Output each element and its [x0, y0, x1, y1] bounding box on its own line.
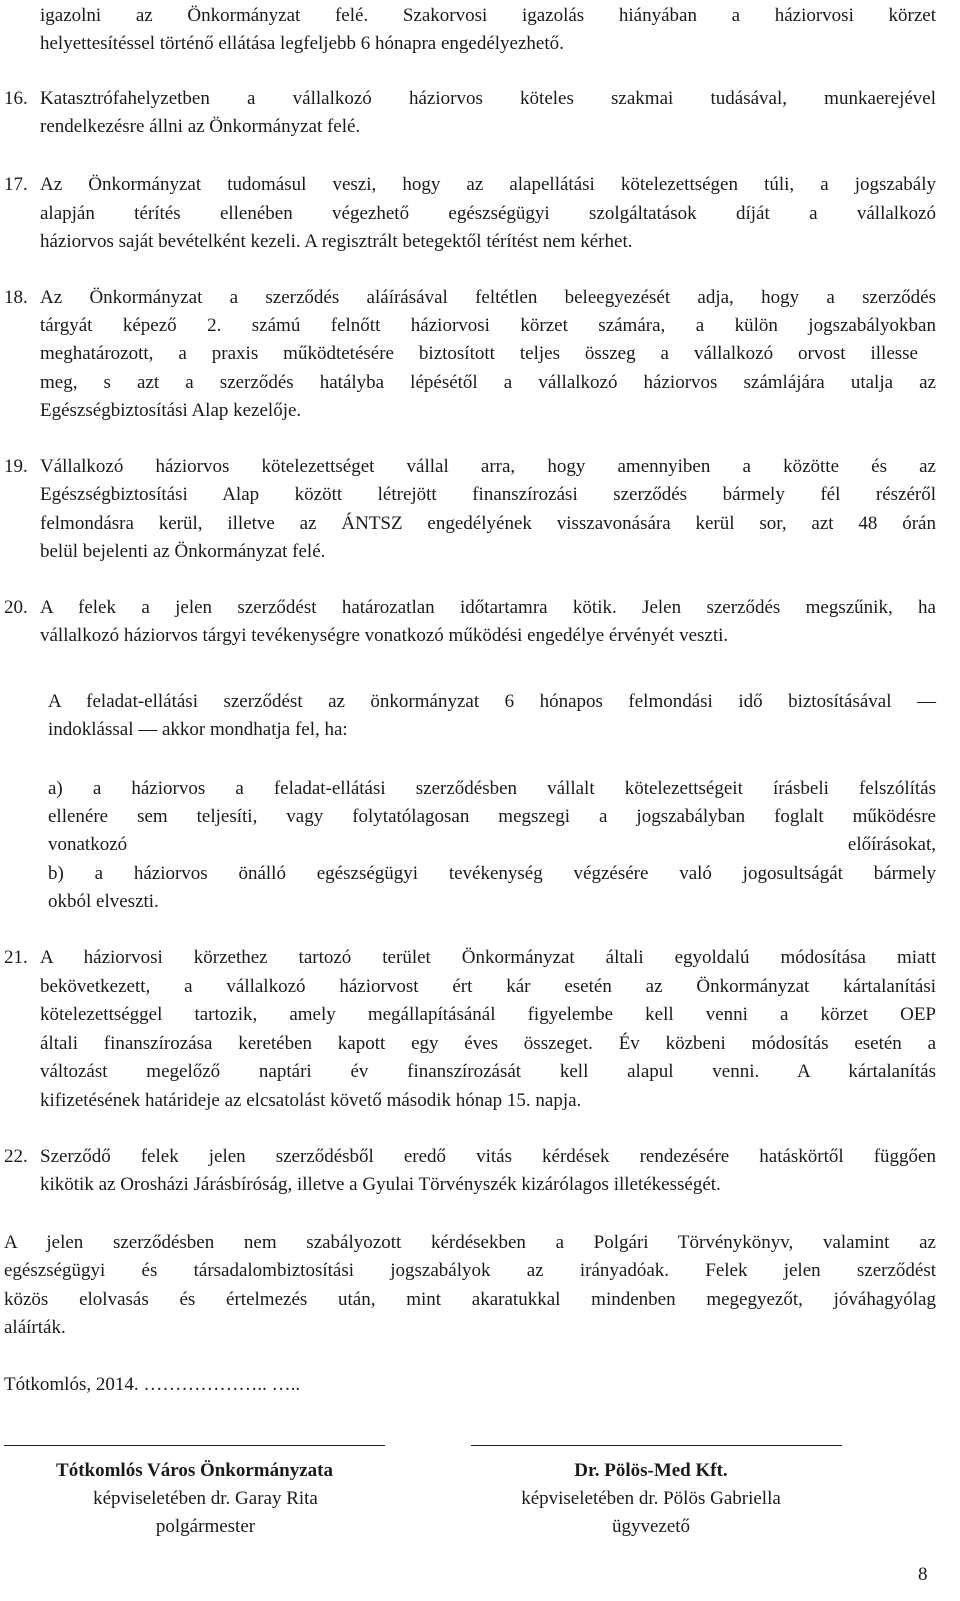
item-number: 16. [4, 88, 28, 109]
paragraph-line: Egészségbiztosítási Alap között létrejött finanszírozási szerződés bármely fél részéről [40, 484, 936, 505]
closing-paragraph-line: közös elolvasás és értelmezés után, mint akaratukkal mindenben megegyezőt, jóváhagyólag [4, 1289, 936, 1310]
closing-paragraph-line: A jelen szerződésben nem szabályozott kérdésekben a Polgári Törvénykönyv, valamint az [4, 1232, 936, 1253]
paragraph-line: meghatározott, a praxis működtetésére biztosított teljes összeg a vállalkozó orvost illesse [40, 343, 918, 364]
signatory-right-name: Dr. Pölös-Med Kft. [574, 1460, 728, 1481]
paragraph-line: A háziorvosi körzethez tartozó terület Önkormányzat általi egyoldalú módosítása miatt [40, 947, 936, 968]
item-number: 17. [4, 174, 28, 195]
signatory-right-representative: képviseletében dr. Pölös Gabriella [521, 1488, 781, 1509]
paragraph-line: általi finanszírozása keretében kapott egy éves összeget. Év közbeni módosítás esetén a [40, 1033, 936, 1054]
paragraph-line: A felek a jelen szerződést határozatlan időtartamra kötik. Jelen szerződés megszűnik, ha [40, 597, 936, 618]
paragraph-line: alapján térítés ellenében végezhető egészségügyi szolgáltatások díját a vállalkozó [40, 203, 936, 224]
signatory-right-role: ügyvezető [611, 1516, 691, 1537]
paragraph-line: tárgyát képező 2. számú felnőtt háziorvosi körzet számára, a külön jogszabályokban [40, 315, 936, 336]
paragraph-line: helyettesítéssel történő ellátása legfeljebb 6 hónapra engedélyezhető. [40, 33, 564, 54]
paragraph-line: kikötik az Orosházi Járásbíróság, illetve a Gyulai Törvényszék kizárólagos illetékességét. [40, 1174, 721, 1195]
list-item-a: a) a háziorvos a feladat-ellátási szerződésben vállalt kötelezettségeit írásbeli felszólítás [48, 778, 936, 799]
list-item-a: vonatkozó előírásokat, [48, 834, 936, 855]
signatory-left-role: polgármester [155, 1516, 256, 1537]
signature-line-right [471, 1445, 842, 1446]
signatory-left-representative: képviseletében dr. Garay Rita [93, 1488, 318, 1509]
paragraph-line: Az Önkormányzat tudomásul veszi, hogy az alapellátási kötelezettségen túli, a jogszabály [40, 174, 936, 195]
page-number: 8 [918, 1564, 928, 1585]
paragraph-line: háziorvos saját bevételként kezeli. A regisztrált betegektől térítést nem kérhet. [40, 231, 633, 252]
paragraph-line: Katasztrófahelyzetben a vállalkozó háziorvos köteles szakmai tudásával, munkaerejével [40, 88, 936, 109]
paragraph-line: felmondásra kerül, illetve az ÁNTSZ engedélyének visszavonására kerül sor, azt 48 órán [40, 513, 936, 534]
item-number: 21. [4, 947, 28, 968]
paragraph-line: meg, s azt a szerződés hatályba lépésétől a vállalkozó háziorvos számlájára utalja az [40, 372, 936, 393]
item-number: 18. [4, 287, 28, 308]
paragraph-line: belül bejelenti az Önkormányzat felé. [40, 541, 326, 562]
paragraph-line: indoklással — akkor mondhatja fel, ha: [48, 719, 348, 740]
item-number: 20. [4, 597, 28, 618]
signatory-left-name: Tótkomlós Város Önkormányzata [56, 1460, 333, 1481]
paragraph-line: Az Önkormányzat a szerződés aláírásával feltétlen beleegyezését adja, hogy a szerződés [40, 287, 936, 308]
paragraph-line: változást megelőző naptári év finanszírozását kell alapul venni. A kártalanítás [40, 1061, 936, 1082]
paragraph-line: kötelezettséggel tartozik, amely megállapításánál figyelembe kell venni a körzet OEP [40, 1004, 936, 1025]
paragraph-line: kifizetésének határideje az elcsatolást követő második hónap 15. napja. [40, 1090, 582, 1111]
signature-line-left [4, 1445, 385, 1446]
paragraph-line: rendelkezésre állni az Önkormányzat felé. [40, 116, 361, 137]
list-item-b: b) a háziorvos önálló egészségügyi tevékenység végzésére való jogosultságát bármely [48, 863, 936, 884]
paragraph-line: igazolni az Önkormányzat felé. Szakorvosi igazolás hiányában a háziorvosi körzet [40, 5, 936, 26]
item-number: 22. [4, 1146, 28, 1167]
closing-paragraph-line: egészségügyi és társadalombiztosítási jogszabályok az irányadóak. Felek jelen szerződést [4, 1260, 936, 1281]
paragraph-line: A feladat-ellátási szerződést az önkormányzat 6 hónapos felmondási idő biztosításával — [48, 691, 936, 712]
list-item-a: ellenére sem teljesíti, vagy folytatólagosan megszegi a jogszabályban foglalt működésre [48, 806, 936, 827]
paragraph-line: Egészségbiztosítási Alap kezelője. [40, 400, 302, 421]
place-date: Tótkomlós, 2014. ……………….. ….. [4, 1374, 301, 1395]
paragraph-line: bekövetkezett, a vállalkozó háziorvost ért kár esetén az Önkormányzat kártalanítási [40, 976, 936, 997]
item-number: 19. [4, 456, 28, 477]
paragraph-line: Vállalkozó háziorvos kötelezettséget vállal arra, hogy amennyiben a közötte és az [40, 456, 936, 477]
closing-paragraph-line: aláírták. [4, 1317, 66, 1338]
list-item-b: okból elveszti. [48, 891, 159, 912]
paragraph-line: vállalkozó háziorvos tárgyi tevékenységre vonatkozó működési engedélye érvényét veszti. [40, 625, 729, 646]
paragraph-line: Szerződő felek jelen szerződésből eredő vitás kérdések rendezésére hatáskörtől függően [40, 1146, 936, 1167]
